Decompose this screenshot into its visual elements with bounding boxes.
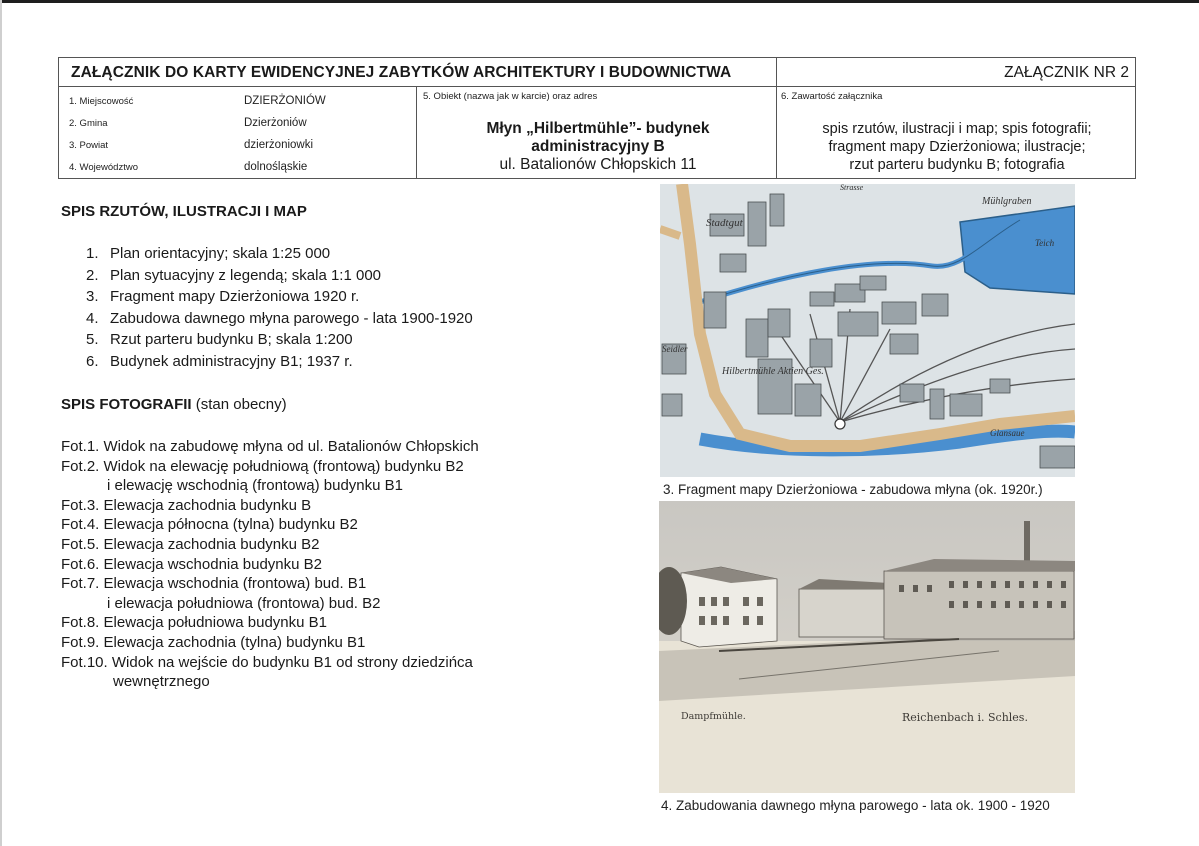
item-text: Plan sytuacyjny z legendą; skala 1:1 000 (110, 266, 382, 284)
list-item: Fot.2. Widok na elewację południową (frontową) budynku B2 (61, 457, 464, 475)
form-title: ZAŁĄCZNIK DO KARTY EWIDENCYJNEJ ZABYTKÓW ARCHITEKTURY I BUDOWNICTWA (71, 64, 732, 81)
photo-label-reichenbach: Reichenbach i. Schles. (902, 711, 1028, 724)
list-item: Fot.10. Widok na wejście do budynku B1 od strony dziedzińca (61, 653, 473, 671)
item-text: Plan orientacyjny; skala 1:25 000 (110, 245, 331, 262)
scan-left-edge (0, 0, 2, 846)
item-number: 4. (86, 309, 99, 327)
scan-top-border (0, 0, 1199, 3)
list-item: Fot.6. Elewacja wschodnia budynku B2 (61, 555, 322, 573)
list-item: Fot.3. Elewacja zachodnia budynku B (61, 496, 312, 514)
map-label-muhlgraben: Mühlgraben (982, 196, 1032, 207)
illustrations-list (86, 243, 473, 372)
illustrations-title: SPIS RZUTÓW, ILUSTRACJI I MAP (61, 203, 307, 220)
list-item (86, 286, 473, 308)
item-text: Rzut parteru budynku B; skala 1:200 (110, 331, 353, 348)
annex-number: ZAŁĄCZNIK NR 2 (1004, 64, 1129, 81)
item-number: 2. (86, 266, 99, 284)
list-item: Fot.4. Elewacja północna (tylna) budynku B2 (61, 516, 358, 534)
header-table (58, 57, 1136, 179)
contents-text (779, 120, 1135, 174)
map-caption: 3. Fragment mapy Dzierżoniowa - zabudowa młyna (ok. 1920r.) (663, 482, 1043, 497)
field-value: dzierżoniowki (244, 139, 314, 151)
historic-photo-image (659, 501, 1075, 793)
list-item (86, 265, 473, 287)
contents-label: 6. Zawartość załącznika (781, 91, 883, 102)
item-text: Zabudowa dawnego młyna parowego - lata 1900-1920 (110, 309, 473, 327)
list-item (86, 308, 473, 330)
photos-list (61, 437, 479, 692)
list-item-continuation: wewnętrznego (113, 673, 210, 691)
map-label-teich: Teich (1035, 238, 1055, 248)
header-title-row (59, 58, 1135, 87)
field-value: dolnośląskie (244, 161, 308, 173)
photos-title-note: (stan obecny) (191, 396, 287, 413)
field-value: DZIERŻONIÓW (244, 95, 326, 107)
field-label: 1. Miejscowość (69, 96, 134, 107)
map-label-glansaue: Glansaue (990, 428, 1025, 438)
object-address: ul. Batalionów Chłopskich 11 (499, 156, 697, 173)
list-item: Fot.7. Elewacja wschodnia (frontowa) bud. B1 (61, 575, 367, 593)
map-label-seidler: Seidler (662, 344, 688, 354)
list-item (86, 329, 473, 351)
divider (776, 58, 777, 86)
contents-line2: fragment mapy Dzierżoniowa; ilustracje; (828, 139, 1086, 155)
item-number: 5. (86, 331, 99, 348)
field-label: 3. Powiat (69, 140, 109, 151)
photos-title (61, 396, 287, 413)
list-item-continuation: i elewację wschodnią (frontową) budynku B1 (107, 477, 403, 495)
list-item-continuation: i elewacja południowa (frontowa) bud. B2 (107, 594, 381, 612)
photo-caption: 4. Zabudowania dawnego młyna parowego - lata ok. 1900 - 1920 (661, 798, 1050, 813)
contents-line3: rzut parteru budynku B; fotografia (849, 157, 1065, 173)
photo-drawing (659, 501, 1075, 793)
map-label-strasse: Strasse (840, 184, 864, 192)
photos-title-bold: SPIS FOTOGRAFII (61, 396, 192, 413)
item-number: 3. (86, 288, 99, 305)
map-label-stadtgut: Stadtgut (706, 217, 743, 229)
list-item (86, 351, 473, 373)
object-name-line1: Młyn „Hilbertmühle”- budynek (486, 120, 710, 137)
item-text: Fragment mapy Dzierżoniowa 1920 r. (110, 288, 360, 305)
object-label: 5. Obiekt (nazwa jak w karcie) oraz adres (423, 91, 598, 102)
list-item: Fot.1. Widok na zabudowę młyna od ul. Batalionów Chłopskich (61, 438, 479, 455)
item-number: 6. (86, 352, 99, 370)
contents-line1: spis rzutów, ilustracji i map; spis fotografii; (822, 121, 1092, 137)
list-item (86, 243, 473, 265)
item-text: Budynek administracyjny B1; 1937 r. (110, 352, 353, 370)
object-name-line2: administracyjny B (531, 138, 665, 155)
list-item: Fot.9. Elewacja zachodnia (tylna) budynku B1 (61, 633, 366, 651)
map-label-hilbertmuhle: Hilbertmühle Aktien Ges. (722, 366, 824, 377)
list-item: Fot.8. Elewacja południowa budynku B1 (61, 614, 328, 632)
field-label: 4. Województwo (69, 162, 138, 173)
field-value: Dzierżoniów (244, 117, 307, 129)
field-label: 2. Gmina (69, 118, 108, 129)
map-drawing (660, 184, 1075, 477)
list-item: Fot.5. Elewacja zachodnia budynku B2 (61, 535, 320, 553)
photo-label-dampfmuhle: Dampfmühle. (681, 711, 746, 722)
item-number: 1. (86, 245, 99, 262)
historic-map-image (660, 184, 1075, 477)
